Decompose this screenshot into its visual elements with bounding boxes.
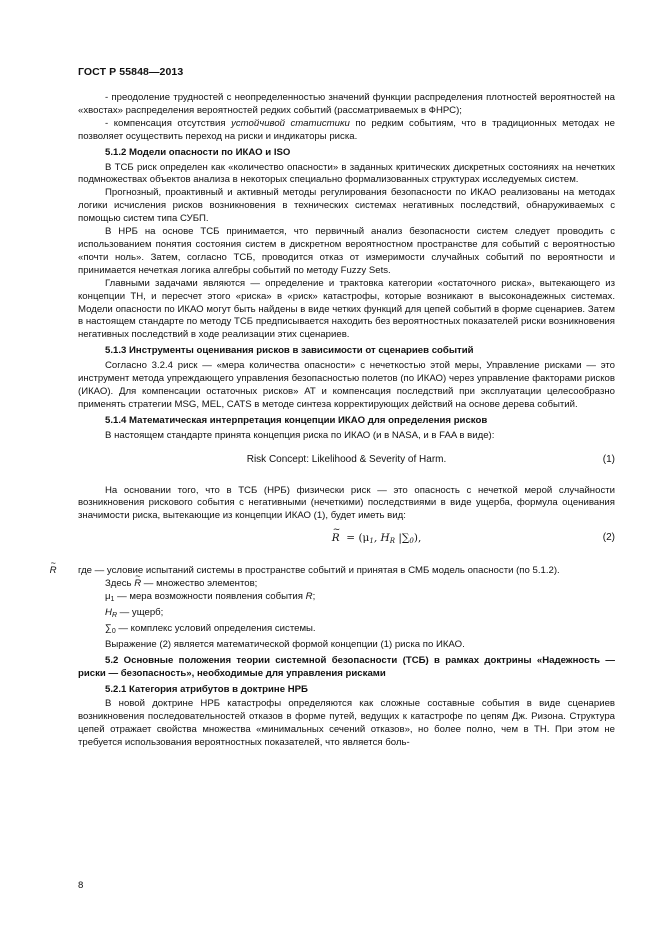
formula-1: [78, 451, 615, 477]
paragraph: [78, 118, 615, 144]
paragraph: В НРБ на основе ТСБ принимается, что первичный анализ безопасности систем следует проводить с использованием понятия состояния систем в дискретном вероятностном пространстве для событий с вероятностью «почти ноль». Затем, согласно ТСБ, проводится отказ от измеримости случайных событий по вероятности и принимается нечеткая логика алгебры событий по методу Fuzzy Sets.: [78, 226, 615, 276]
paragraph: В настоящем стандарте принята концепция риска по ИКАО (и в NASA, и в FAA в виде):: [105, 429, 495, 441]
formula-2-text: ~ $R = (\mu_1$, $H_R$ $|\sum_0$),: [138, 532, 615, 548]
sum-symbol: ∑: [401, 532, 410, 545]
text-run: — условие испытаний системы в пространстве событий и принятая в СМБ модель опасности (по 5.1.2).: [94, 565, 560, 577]
text-run: - компенсация отсутствия: [105, 117, 232, 129]
definition-line: [78, 578, 615, 591]
subscript: 1: [369, 537, 374, 546]
mu-symbol: μ: [362, 532, 370, 545]
running-header: ГОСТ Р 55848—2013: [78, 66, 184, 78]
paragraph: Прогнозный, проактивный и активный методы регулирования безопасности по ИКАО реализованы на методах логики исчисления рисков возникновения в технических системах негативных последствий, обнаруживаемых с помощью систем типа СУБП.: [78, 187, 615, 225]
text-run: — мера возможности появления события: [114, 591, 306, 603]
paragraph: Согласно 3.2.4 риск — «мера количества опасности» с нечеткостью этой меры, Управление рисками — это инструмент метода упреждающего управления безопасностью полетов (по ИКАО) через управление факторами рисков (ИКАО). Для компенсации остаточных рисков» АТ и компенсация последствий при эксплуатации целесообразно применять стратегии MSG, MEL, CATS в методе синтеза корректирующих действий на основе дерева событий.: [78, 360, 615, 410]
subscript: 1: [110, 596, 115, 604]
paragraph: Выражение (2) является математической формой концепции (1) риска по ИКАО.: [105, 638, 465, 650]
page-body: [49, 92, 615, 750]
paragraph: Главными задачами являются — определение и трактовка категории «остаточного риска», вытекающего из концепции ТН, и пересчет этого «риска» в «риск» катастрофы, которые возникают в высоконадежных системах. Модели опасности по ИКАО могут быть найдены в виде четких функций для цепей событий в форме сценариев. Затем в настоящем стандарте по методу ТСБ предписывается находить без вероятностных показателей риски возникновения негативных последствий в ходе реализации этих сценариев.: [78, 277, 615, 341]
subscript: R: [389, 537, 395, 546]
page-number: 8: [78, 880, 84, 891]
where-clause: где R — условие испытаний системы в пространстве событий и принятая в СМБ модель опасности (по 5.1.2).: [49, 565, 560, 577]
definition-line: [78, 607, 615, 623]
emphasis: устойчивой статистики: [231, 117, 350, 129]
text-run: Здесь: [105, 578, 135, 590]
subscript: R: [111, 612, 117, 619]
sum-symbol: ∑: [105, 622, 112, 634]
section-heading-5-1-4: 5.1.4 Математическая интерпретация концепции ИКАО для определения рисков: [105, 414, 488, 426]
subscript: 0: [409, 537, 414, 546]
section-heading-5-2: 5.2 Основные положения теории системной безопасности (ТСБ) в рамках доктрины «Надежность — риски — безопасность», необходимые для управления рисками: [78, 654, 615, 679]
formula-2-number: (2): [602, 532, 615, 544]
formula-1-number: (1): [602, 453, 615, 465]
formula-2: [78, 529, 615, 559]
paragraph: В новой доктрине НРБ катастрофы определяются как сложные составные события в виде сценариев возникновения последовательностей отказов в форме путей, ведущих к катастрофе по цепям Дж. Ризона. Структура цепей отражает свойства множества «минимальных сечений отказов», но более полно, чем в ТН. При этом не требуется использования вероятностных показателей, что является боль-: [78, 698, 615, 749]
risk-symbol: ~ R: [332, 532, 340, 545]
paragraph: В ТСБ риск определен как «количество опасности» в заданных критических дискретных состояниях на нечетких подмножествах объектов анализа в некоторых специально формализованных структурах исследуемых систем.: [78, 161, 615, 186]
text-run: R: [305, 591, 313, 603]
definition-line: [78, 591, 615, 607]
text-run: — множество элементов;: [141, 578, 258, 590]
risk-symbol: ~ R: [134, 578, 141, 591]
text-run: — комплекс условий определения системы.: [115, 622, 316, 634]
section-heading-5-1-2: 5.1.2 Модели опасности по ИКАО и ISO: [105, 146, 291, 158]
harm-symbol: H: [380, 532, 390, 545]
definition-line: [78, 623, 615, 639]
paragraph: На основании того, что в ТСБ (НРБ) физически риск — это опасность с нечеткой мерой случайности возникновения рискового события с негативными (нечеткими) последствиями в виде ущерба, формула оценивания значимости риска, вытекающие из концепции ИКАО (1), будет иметь вид:: [78, 484, 615, 522]
text-run: — ущерб;: [117, 607, 164, 618]
formula-1-text: Risk Concept: Likelihood & Severity of Harm.: [246, 453, 447, 465]
text-run: где: [78, 565, 95, 577]
subscript: 0: [111, 627, 116, 635]
harm-symbol: H: [105, 607, 112, 618]
mu-symbol: μ: [105, 591, 111, 603]
section-heading-5-2-1: 5.2.1 Категория атрибутов в доктрине НРБ: [105, 683, 308, 695]
section-heading-5-1-3: 5.1.3 Инструменты оценивания рисков в зависимости от сценариев событий: [105, 345, 474, 357]
text-run: ;: [312, 591, 316, 603]
paragraph: - преодоление трудностей с неопределенностью значений функции распределения плотностей вероятностей на «хвостах» распределения вероятностей редких событий (рассматриваемых в ФНРС);: [78, 92, 615, 116]
text-run: по редким событиям, что в традиционных методах не позволяет осуществить переход на риски и индикаторы риска.: [78, 117, 615, 142]
